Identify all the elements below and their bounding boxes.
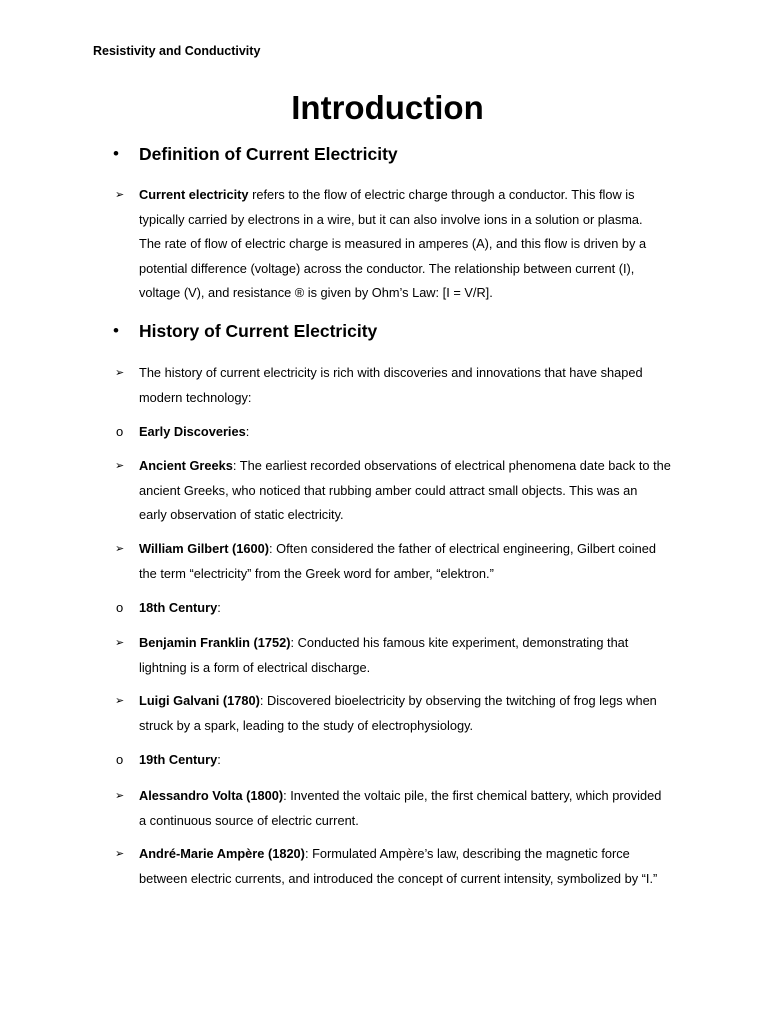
bold-term: William Gilbert (1600): [139, 541, 270, 556]
text-line: William Gilbert (1600): Often considered the father of electrical engineering, Gilbert coined: [139, 541, 657, 556]
page-title: Introduction: [291, 89, 484, 126]
text-line: potential difference (voltage) across the conductor. The relationship between current (I),: [139, 260, 635, 276]
section-heading-text: Definition of Current Electricity: [139, 144, 398, 164]
section-heading-history: [0, 318, 700, 344]
text-line: typically carried by electrons in a wire, but it can also involve ions in a solution or plasma.: [139, 211, 643, 227]
text-line: ancient Greeks, who noticed that rubbing amber could attract small objects. This was an: [139, 482, 638, 498]
paragraph: [139, 420, 681, 445]
bold-term: André-Marie Ampère (1820): [139, 846, 305, 861]
bold-term: Ancient Greeks: [139, 458, 233, 473]
circle-bullet-icon: o: [116, 752, 124, 767]
text-line: 18th Century:: [139, 600, 221, 615]
text-line: Early Discoveries:: [139, 424, 250, 439]
arrow-bullet-icon: ➢: [115, 189, 125, 201]
arrow-bullet-icon: ➢: [115, 460, 125, 472]
circle-bullet-icon: o: [116, 600, 124, 615]
text-line: a continuous source of electric current.: [139, 812, 359, 828]
paragraph: [139, 183, 681, 306]
bold-term: Luigi Galvani (1780): [139, 693, 260, 708]
bold-term: 19th Century: [139, 752, 218, 767]
text-line: the term “electricity” from the Greek word for amber, “elektron.”: [139, 565, 494, 581]
arrow-bullet-icon: ➢: [115, 543, 125, 555]
text-line: Benjamin Franklin (1752): Conducted his famous kite experiment, demonstrating that: [139, 635, 629, 650]
text-line: between electric currents, and introduced the concept of current intensity, symbolized by “I.”: [139, 870, 658, 886]
paragraph: [139, 631, 681, 680]
arrow-bullet-icon: ➢: [115, 637, 125, 649]
arrow-bullet-icon: ➢: [115, 695, 125, 707]
arrow-bullet-icon: ➢: [115, 790, 125, 802]
text-line: early observation of static electricity.: [139, 507, 344, 522]
text-line: Alessandro Volta (1800): Invented the voltaic pile, the first chemical battery, which provided: [139, 788, 662, 803]
arrow-bullet-icon: ➢: [115, 848, 125, 860]
paragraph: [139, 361, 681, 410]
text-line: struck by a spark, leading to the study of electrophysiology.: [139, 717, 474, 733]
paragraph: [139, 689, 681, 738]
arrow-bullet-icon: ➢: [115, 367, 125, 379]
bullet-dot-icon: •: [113, 144, 119, 163]
bold-term: Current electricity: [139, 187, 249, 202]
paragraph: [139, 842, 681, 891]
bold-term: Alessandro Volta (1800): [139, 788, 284, 803]
paragraph: [139, 596, 681, 621]
text-line: Ancient Greeks: The earliest recorded observations of electrical phenomena date back to the: [139, 458, 671, 473]
text-line: The rate of flow of electric charge is measured in amperes (A), and this flow is driven by a: [139, 236, 647, 251]
circle-bullet-icon: o: [116, 424, 124, 439]
text-line: modern technology:: [139, 389, 252, 405]
paragraph: [139, 784, 681, 833]
paragraph: [139, 454, 681, 528]
bullet-dot-icon: •: [113, 321, 119, 340]
text-line: lightning is a form of electrical discharge.: [139, 659, 371, 675]
bold-term: 18th Century: [139, 600, 218, 615]
text-line: voltage (V), and resistance ® is given by Ohm’s Law: [I = V/R].: [139, 285, 493, 300]
paragraph: [139, 537, 681, 586]
bold-term: Early Discoveries: [139, 424, 246, 439]
text-line: Current electricity refers to the flow of electric charge through a conductor. This flow is: [139, 187, 635, 202]
text-line: André-Marie Ampère (1820): Formulated Ampère’s law, describing the magnetic force: [139, 846, 630, 861]
text-line: 19th Century:: [139, 752, 221, 767]
running-header: Resistivity and Conductivity: [93, 44, 261, 58]
bold-term: Benjamin Franklin (1752): [139, 635, 291, 650]
section-heading-text: History of Current Electricity: [139, 321, 378, 341]
text-line: The history of current electricity is rich with discoveries and innovations that have shaped: [139, 365, 643, 380]
paragraph: [139, 748, 681, 773]
section-heading-definition: [0, 141, 700, 167]
text-line: Luigi Galvani (1780): Discovered bioelectricity by observing the twitching of frog legs when: [139, 693, 657, 708]
